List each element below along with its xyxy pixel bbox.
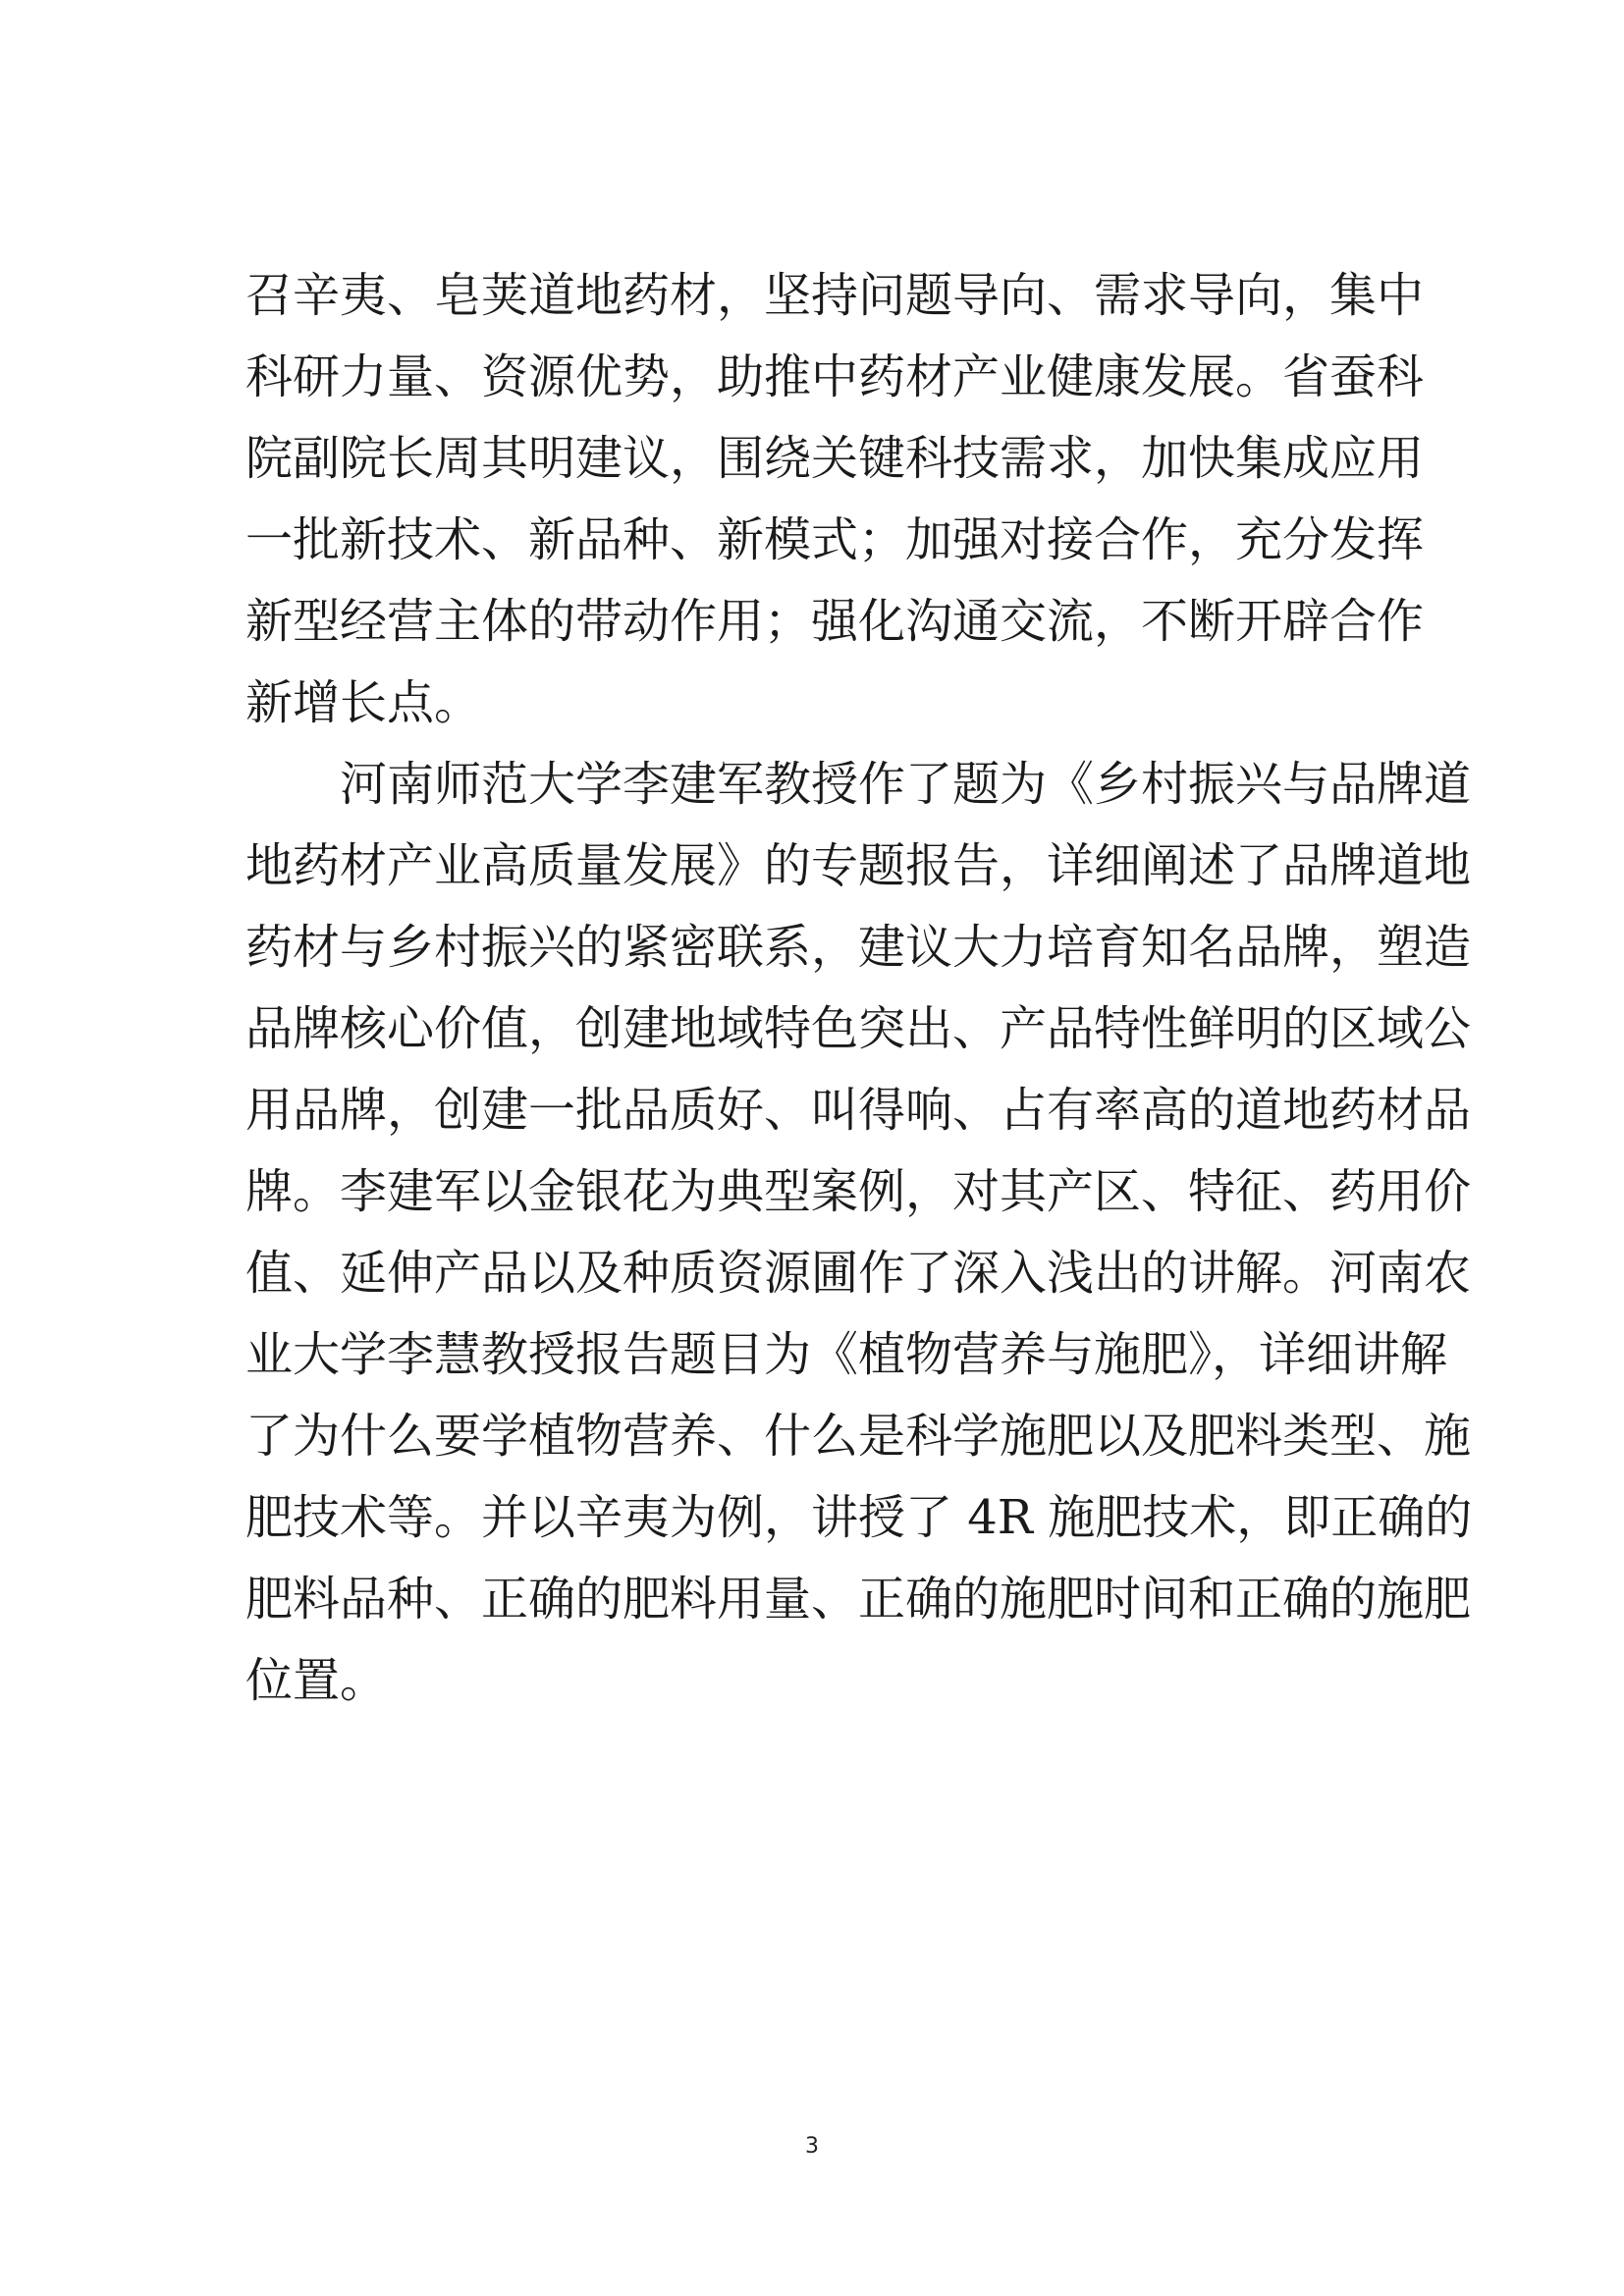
text-line: 召辛夷、皂荚道地药材，坚持问题导向、需求导向，集中 xyxy=(245,268,1425,323)
body-text xyxy=(245,255,1473,1722)
text-line: 用品牌，创建一批品质好、叫得响、占有率高的道地药材品 xyxy=(245,1083,1472,1138)
text-line: 品牌核心价值，创建地域特色突出、产品特性鲜明的区域公 xyxy=(245,1001,1472,1056)
text-line: 科研力量、资源优势，助推中药材产业健康发展。省蚕科 xyxy=(245,349,1425,404)
text-line: 河南师范大学李建军教授作了题为《乡村振兴与品牌道 xyxy=(340,757,1472,812)
text-line: 药材与乡村振兴的紧密联系，建议大力培育知名品牌，塑造 xyxy=(245,920,1472,975)
text-line: 地药材产业高质量发展》的专题报告，详细阐述了品牌道地 xyxy=(245,838,1472,893)
page-number: 3 xyxy=(805,2134,819,2159)
text-line: 肥料品种、正确的肥料用量、正确的施肥时间和正确的施肥 xyxy=(245,1572,1472,1627)
text-line: 了为什么要学植物营养、什么是科学施肥以及肥料类型、施 xyxy=(245,1409,1472,1464)
text-line: 牌。李建军以金银花为典型案例，对其产区、特征、药用价 xyxy=(245,1164,1472,1219)
text-line: 新型经营主体的带动作用；强化沟通交流，不断开辟合作 xyxy=(245,594,1425,649)
text-line: 院副院长周其明建议，围绕关键科技需求，加快集成应用 xyxy=(245,431,1425,486)
text-line: 一批新技术、新品种、新模式；加强对接合作，充分发挥 xyxy=(245,512,1425,567)
paragraph-1 xyxy=(245,255,1425,744)
paragraph-2 xyxy=(245,744,1473,1722)
text-line: 业大学李慧教授报告题目为《植物营养与施肥》，详细讲解 xyxy=(245,1327,1448,1382)
text-line: 位置。 xyxy=(245,1653,388,1708)
text-line: 值、延伸产品以及种质资源圃作了深入浅出的讲解。河南农 xyxy=(245,1246,1472,1301)
text-line: 新增长点。 xyxy=(245,675,482,730)
text-line: 肥技术等。并以辛夷为例，讲授了 4R 施肥技术，即正确的 xyxy=(245,1490,1473,1545)
